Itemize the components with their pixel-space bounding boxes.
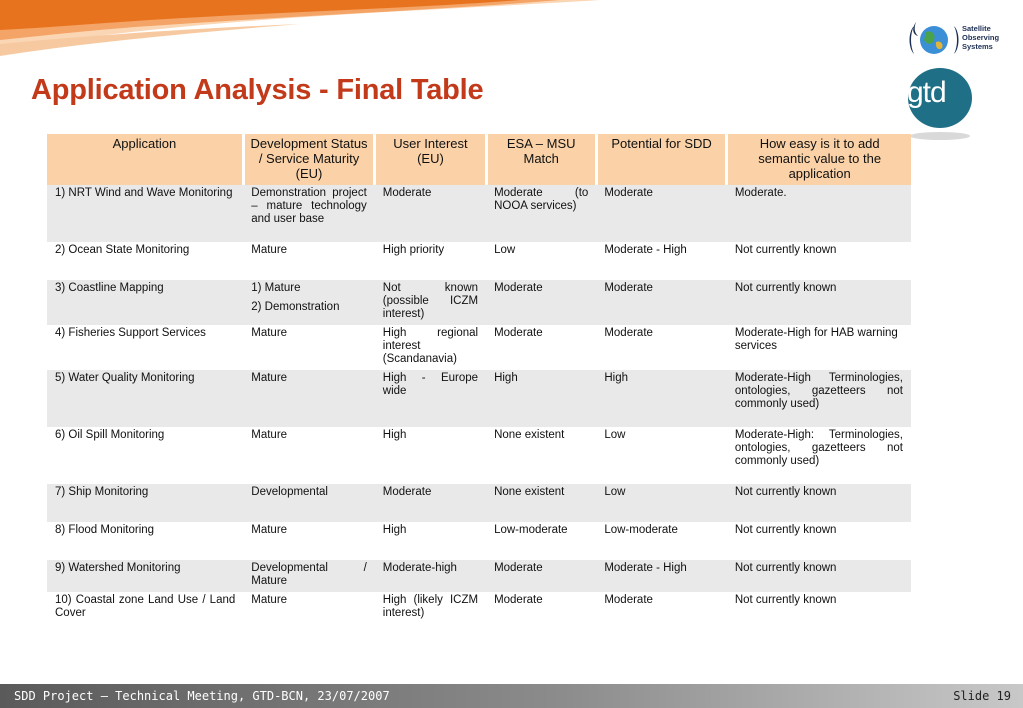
cell-potential: Moderate: [596, 325, 727, 370]
cell-interest: High: [375, 522, 486, 560]
cell-application: 3) Coastline Mapping: [47, 280, 243, 325]
cell-application: 1) NRT Wind and Wave Monitoring: [47, 185, 243, 242]
cell-interest: High - Europe wide: [375, 370, 486, 427]
table-row: [47, 185, 911, 242]
cell-potential: High: [596, 370, 727, 427]
cell-application: 10) Coastal zone Land Use / Land Cover: [47, 592, 243, 624]
cell-potential: Low: [596, 427, 727, 484]
header-esa-msu-match: ESA – MSU Match: [486, 134, 596, 185]
cell-match: Moderate (to NOOA services): [486, 185, 596, 242]
cell-status: 1) Mature: [251, 282, 301, 294]
cell-potential: Moderate: [596, 280, 727, 325]
cell-potential: Moderate - High: [596, 242, 727, 280]
cell-semantic: Not currently known: [727, 522, 911, 560]
table-row: [47, 560, 911, 592]
cell-status: Mature: [243, 522, 375, 560]
header-development-status: Development Status / Service Maturity (EU): [243, 134, 375, 185]
cell-semantic: Not currently known: [727, 484, 911, 522]
cell-potential: Moderate: [596, 185, 727, 242]
cell-match: None existent: [486, 427, 596, 484]
globe-icon: [906, 18, 962, 62]
cell-interest: High (likely ICZM interest): [375, 592, 486, 624]
cell-match: Moderate: [486, 560, 596, 592]
table-row: [47, 280, 911, 325]
cell-application: 6) Oil Spill Monitoring: [47, 427, 243, 484]
cell-interest: High: [375, 427, 486, 484]
cell-status: Mature: [243, 370, 375, 427]
header-potential-sdd: Potential for SDD: [596, 134, 727, 185]
cell-semantic: Not currently known: [727, 592, 911, 624]
cell-semantic: Moderate-High Terminologies, ontologies, gazetteers not commonly used): [727, 370, 911, 427]
cell-status-secondary: 2) Demonstration: [251, 301, 340, 313]
cell-semantic: Not currently known: [727, 560, 911, 592]
application-table: [47, 134, 911, 624]
sos-line: Observing: [962, 33, 1000, 42]
table-row: [47, 325, 911, 370]
cell-status: Demonstration project – mature technology and user base: [243, 185, 375, 242]
page-title: Application Analysis - Final Table: [31, 74, 484, 106]
cell-application: 2) Ocean State Monitoring: [47, 242, 243, 280]
cell-potential: Moderate: [596, 592, 727, 624]
cell-status: Mature: [243, 592, 375, 624]
cell-status: Mature: [243, 325, 375, 370]
cell-status: Mature: [243, 427, 375, 484]
sos-line: Satellite: [962, 24, 991, 33]
cell-status: Mature: [243, 242, 375, 280]
cell-interest: High regional interest (Scandanavia): [375, 325, 486, 370]
cell-status-group: [243, 280, 375, 325]
table-row: [47, 484, 911, 522]
cell-application: 7) Ship Monitoring: [47, 484, 243, 522]
table-row: [47, 522, 911, 560]
footer-meeting-info: SDD Project – Technical Meeting, GTD-BCN, 23/07/2007: [14, 689, 390, 703]
cell-semantic: Moderate-High for HAB warning services: [727, 325, 911, 370]
cell-semantic: Moderate-High: Terminologies, ontologies, gazetteers not commonly used): [727, 427, 911, 484]
cell-status: Developmental / Mature: [243, 560, 375, 592]
gtd-logo-text: gtd: [907, 76, 946, 109]
table-header-row: [47, 134, 911, 185]
cell-potential: Low: [596, 484, 727, 522]
cell-match: High: [486, 370, 596, 427]
header-application: Application: [47, 134, 243, 185]
cell-interest: High priority: [375, 242, 486, 280]
cell-application: 9) Watershed Monitoring: [47, 560, 243, 592]
cell-application: 8) Flood Monitoring: [47, 522, 243, 560]
cell-potential: Moderate - High: [596, 560, 727, 592]
cell-semantic: Not currently known: [727, 242, 911, 280]
cell-interest: Moderate-high: [375, 560, 486, 592]
table-row: [47, 592, 911, 624]
cell-interest: Moderate: [375, 185, 486, 242]
header-semantic-value: How easy is it to add semantic value to the application: [727, 134, 911, 185]
cell-match: Moderate: [486, 592, 596, 624]
cell-semantic: Moderate.: [727, 185, 911, 242]
cell-match: Moderate: [486, 325, 596, 370]
cell-potential: Low-moderate: [596, 522, 727, 560]
cell-application: 5) Water Quality Monitoring: [47, 370, 243, 427]
table-row: [47, 242, 911, 280]
cell-interest: Moderate: [375, 484, 486, 522]
header-user-interest: User Interest (EU): [375, 134, 486, 185]
cell-match: Moderate: [486, 280, 596, 325]
footer-bar: [0, 684, 1023, 708]
cell-match: Low-moderate: [486, 522, 596, 560]
slide-number: Slide 19: [953, 689, 1011, 703]
sos-logo: [906, 18, 1018, 62]
cell-interest: Not known (possible ICZM interest): [375, 280, 486, 325]
header-swoosh: [0, 0, 600, 62]
cell-application: 4) Fisheries Support Services: [47, 325, 243, 370]
cell-match: Low: [486, 242, 596, 280]
table-row: [47, 427, 911, 484]
sos-line: Systems: [962, 42, 993, 51]
sos-logo-text: [962, 24, 999, 51]
table-row: [47, 370, 911, 427]
cell-match: None existent: [486, 484, 596, 522]
cell-semantic: Not currently known: [727, 280, 911, 325]
cell-status: Developmental: [243, 484, 375, 522]
